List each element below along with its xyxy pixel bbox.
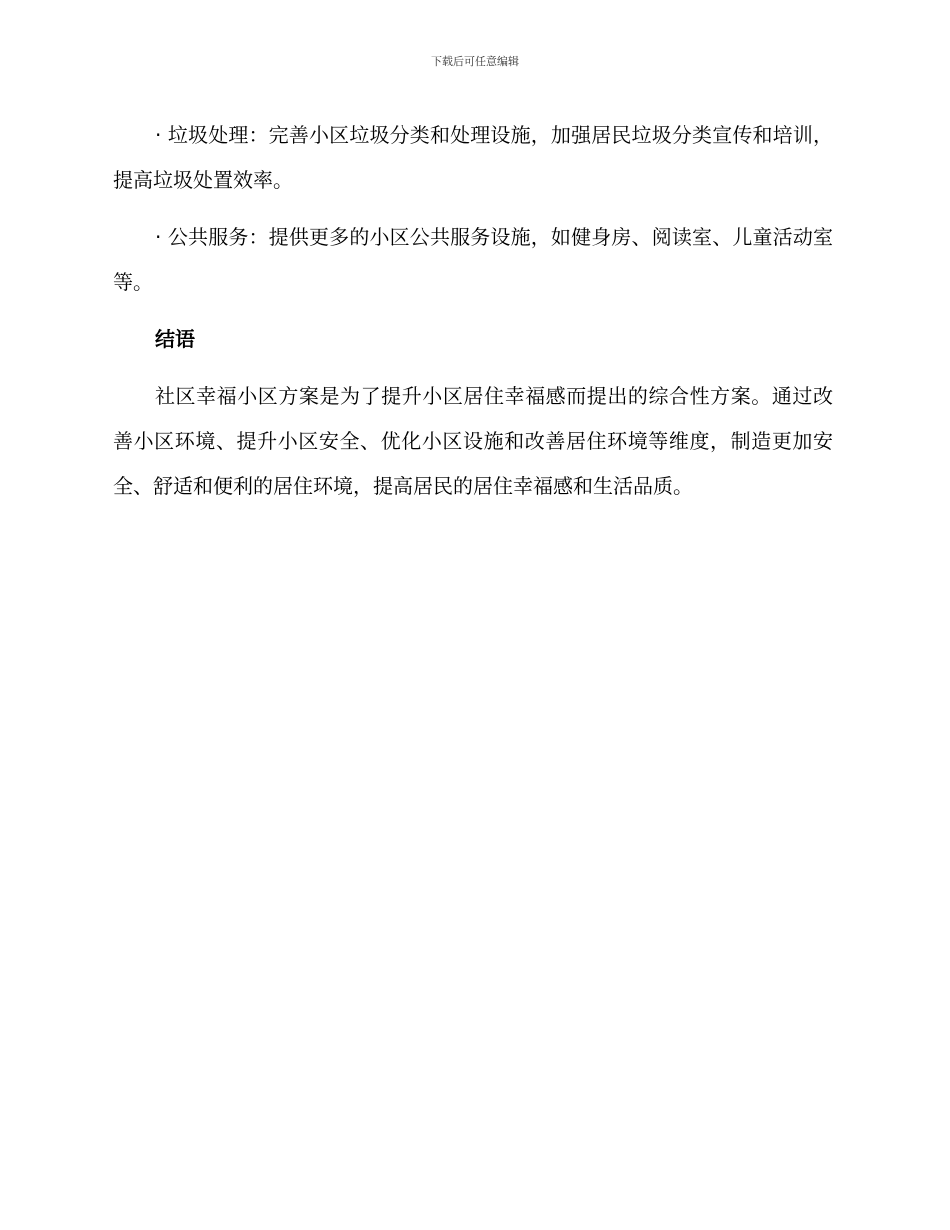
document-body bbox=[113, 113, 833, 521]
conclusion-paragraph: 社区幸福小区方案是为了提升小区居住幸福感而提出的综合性方案。通过改善小区环境、提升小区安全、优化小区设施和改善居住环境等维度，制造更加安全、舒适和便利的居住环境，提高居民的居住幸福感和生活品质。 bbox=[113, 384, 833, 498]
section-heading-conclusion: 结语 bbox=[155, 327, 195, 351]
page-header: 下载后可任意编辑 bbox=[431, 55, 519, 68]
bullet-paragraph-public-services: · 公共服务：提供更多的小区公共服务设施，如健身房、阅读室、儿童活动室等。 bbox=[113, 225, 833, 294]
bullet-paragraph-waste: · 垃圾处理：完善小区垃圾分类和处理设施，加强居民垃圾分类宣传和培训，提高垃圾处置效率。 bbox=[113, 123, 833, 192]
